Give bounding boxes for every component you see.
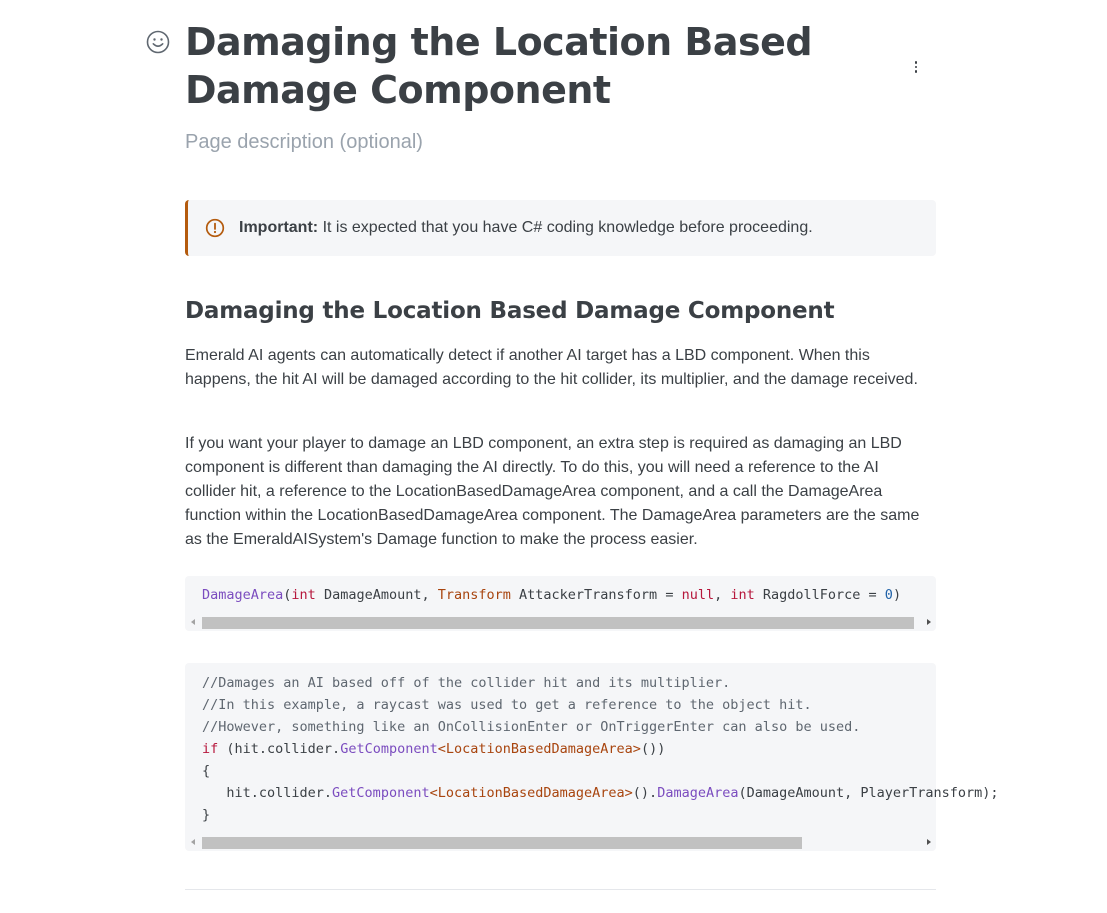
- paragraph-1: Emerald AI agents can automatically detect if another AI target has a LBD component. When this happens, the hit AI will be damaged according to the hit collider, its multiplier, and the damage received.: [185, 347, 918, 388]
- code-block-1: [185, 576, 936, 631]
- smiley-icon: [145, 29, 171, 55]
- scroll-left-icon[interactable]: [191, 839, 195, 845]
- scrollbar-thumb[interactable]: [202, 837, 802, 849]
- exclamation-circle-icon: [205, 218, 225, 238]
- code-lines: //Damages an AI based off of the collider hit and its multiplier. //In this example, a raycast was used to get a reference to the object hit. //However, something like an OnCollisionEnter or OnTriggerEnter can also be used. if (hit.collider.GetComponent<LocationBasedDamageArea>()) { hit.collider.GetComponent<LocationBasedDamageArea>().DamageArea(DamageAmount, PlayerTransform); }: [202, 675, 999, 823]
- hint-label: Important:: [239, 219, 319, 236]
- hint-block: [185, 200, 936, 256]
- scroll-left-icon[interactable]: [191, 619, 195, 625]
- code-line: DamageArea(int DamageAmount, Transform AttackerTransform = null, int RagdollForce = 0): [202, 587, 902, 603]
- section-heading: Damaging the Location Based Damage Component: [185, 298, 835, 324]
- page-title[interactable]: Damaging the Location Based Damage Component: [185, 20, 813, 112]
- horizontal-scrollbar[interactable]: [185, 614, 936, 631]
- more-vertical-icon: [915, 61, 917, 63]
- code-block-2: [185, 663, 999, 851]
- hint-message: It is expected that you have C# coding knowledge before proceeding.: [322, 219, 813, 236]
- more-options-button[interactable]: [903, 56, 929, 78]
- horizontal-scrollbar[interactable]: [185, 834, 936, 851]
- divider: [185, 889, 936, 890]
- page-description[interactable]: Page description (optional): [185, 131, 423, 153]
- scroll-right-icon[interactable]: [927, 619, 931, 625]
- hint-text: [239, 219, 813, 237]
- paragraph-2: If you want your player to damage an LBD component, an extra step is required as damaging an LBD component is different than damaging the AI directly. To do this, you will need a reference to the AI collider hit, a reference to the LocationBasedDamageArea component, and a call the DamageArea function within the LocationBasedDamageArea component. The DamageArea parameters are the same as the EmeraldAISystem's Damage function to make the process easier.: [185, 435, 920, 548]
- emoji-button[interactable]: [145, 29, 171, 55]
- scroll-right-icon[interactable]: [927, 839, 931, 845]
- scrollbar-thumb[interactable]: [202, 617, 914, 629]
